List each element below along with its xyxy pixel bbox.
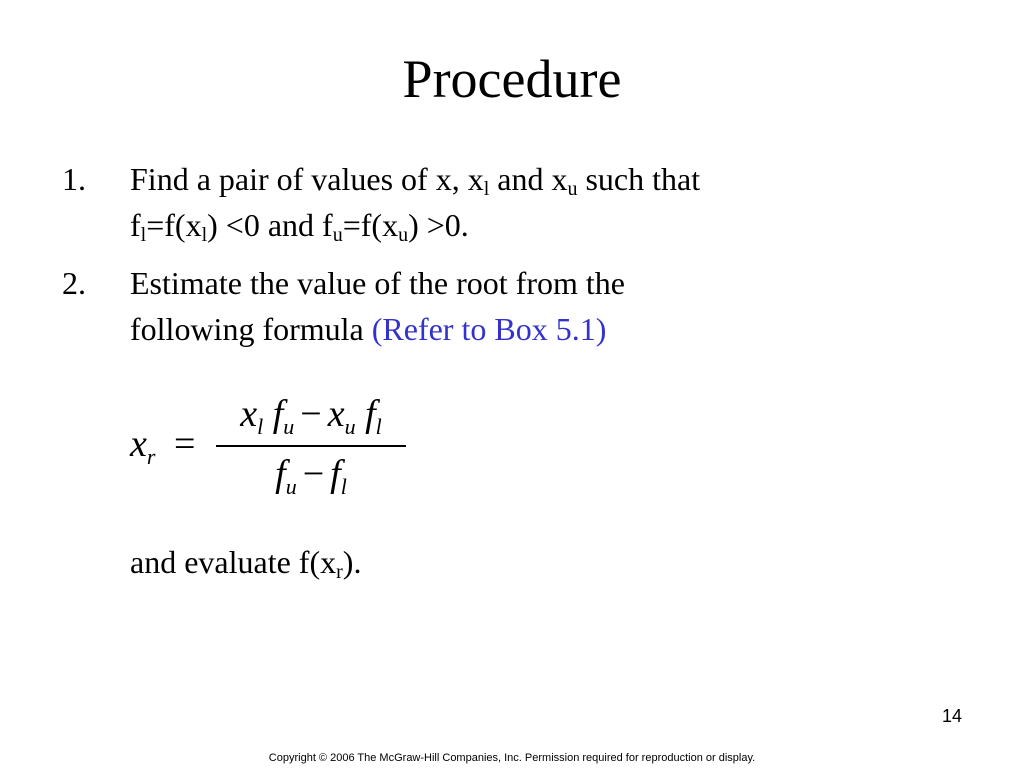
step-number: 1. xyxy=(62,161,86,197)
box-reference: (Refer to Box 5.1) xyxy=(371,311,607,347)
formula-numerator: $x_l$ $f_u - x_u$ $f_l$ xyxy=(240,393,382,439)
step-1 xyxy=(62,156,962,248)
step-text xyxy=(130,260,962,352)
step-1-line-2: $f_l=f(x_l) <0$ and $f_u=f(x_u) >0$. xyxy=(130,207,469,246)
page-number: 14 xyxy=(941,706,962,726)
step-1-line-1: Find a pair of values of x, $x_l$ and $x_u$ such that xyxy=(130,161,701,200)
slide-title: Procedure xyxy=(402,49,622,109)
fraction-bar xyxy=(216,445,406,447)
copyright-notice: Copyright © 2006 The McGraw-Hill Companies, Inc. Permission required for reproduction or display. xyxy=(268,752,756,764)
step-2-line-1: Estimate the value of the root from the xyxy=(130,265,625,301)
step-2-line-2: following formula (Refer to Box 5.1) xyxy=(130,311,607,347)
formula-lhs: $x_r$ xyxy=(130,423,156,469)
false-position-formula xyxy=(130,392,420,510)
step-number: 2. xyxy=(62,265,86,301)
step-text xyxy=(130,156,962,248)
evaluate-text: and evaluate $f(x_r)$. xyxy=(130,544,362,583)
step-2 xyxy=(62,260,962,352)
formula-denominator: $f_u - f_l$ xyxy=(275,453,347,499)
formula-equals: = xyxy=(174,423,196,465)
